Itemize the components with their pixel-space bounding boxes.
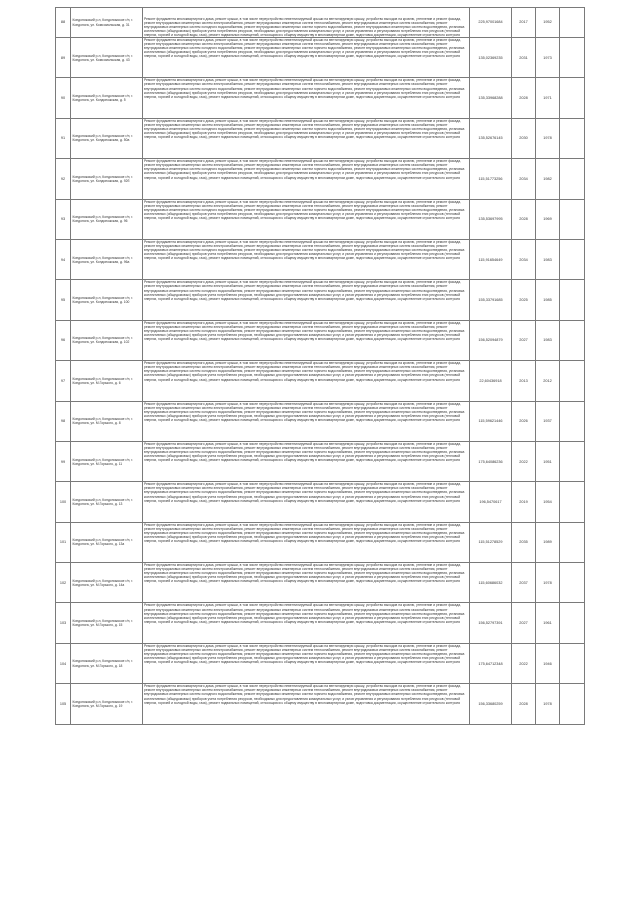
row-year-plan: 2028 — [512, 78, 536, 118]
row-works-text: Ремонт фундамента многоквартирного дома, ремонт крыши, в том числе переустройство невентилируемой крыши на вентилируемую крышу, устройство выходов на кровлю, утепление и ремонт фасада, ремонт внутридомовых инженерных систем электроснабжения, ремонт внутридомовых инженерных систем теплоснабжения, ремонт внутридомовых инженерных систем газоснабжения, ремонт внутридомовых инженерных систем холодного водоснабжения, ремонт внутридомовых инженерных систем горячего водоснабжения, ремонт внутридомовых инженерных систем водоотведения, установка коллективных (общедомовых) приборов учета потребления ресурсов, необходимых для предоставления коммунальных услуг, и узлов управления и регулирования потребления этих ресурсов (тепловой энергии, горячей и холодной воды, газа), ремонт подвальных помещений, относящихся к общему имуществу в многоквартирном доме, подготовка документации, осуществление строительного контроля — [144, 78, 465, 99]
row-works-text: Ремонт фундамента многоквартирного дома, ремонт крыши, в том числе переустройство невентилируемой крыши на вентилируемую крышу, устройство выходов на кровлю, утепление и ремонт фасада, ремонт внутридомовых инженерных систем электроснабжения, ремонт внутридомовых инженерных систем теплоснабжения, ремонт внутридомовых инженерных систем газоснабжения, ремонт внутридомовых инженерных систем холодного водоснабжения, ремонт внутридомовых инженерных систем горячего водоснабжения, ремонт внутридомовых инженерных систем водоотведения, установка коллективных (общедомовых) приборов учета потребления ресурсов, необходимых для предоставления коммунальных услуг, и узлов управления и регулирования потребления этих ресурсов (тепловой энергии, горячей и холодной воды, газа), ремонт подвальных помещений, относящихся к общему имуществу в многоквартирном доме, подготовка документации, осуществление строительного контроля — [144, 684, 465, 705]
row-number: 97 — [56, 361, 71, 401]
row-address: Кондопожский р-н, Кондопожское г/п, г. Кондопога, ул. Кондопожская, д. 50а — [71, 118, 143, 158]
row-empty — [560, 684, 585, 724]
row-cost: 115,51278529 — [470, 522, 512, 562]
row-works-text: Ремонт фундамента многоквартирного дома, ремонт крыши, в том числе переустройство невентилируемой крыши на вентилируемую крышу, устройство выходов на кровлю, утепление и ремонт фасада, ремонт внутридомовых инженерных систем электроснабжения, ремонт внутридомовых инженерных систем теплоснабжения, ремонт внутридомовых инженерных систем газоснабжения, ремонт внутридомовых инженерных систем холодного водоснабжения, ремонт внутридомовых инженерных систем горячего водоснабжения, ремонт внутридомовых инженерных систем водоотведения, установка коллективных (общедомовых) приборов учета потребления ресурсов, необходимых для предоставления коммунальных услуг, и узлов управления и регулирования потребления этих ресурсов (тепловой энергии, горячей и холодной воды, газа), ремонт подвальных помещений, относящихся к общему имуществу в многоквартирном доме, подготовка документации, осуществление строительного контроля — [144, 159, 465, 180]
row-number: 102 — [56, 563, 71, 603]
row-works-text: Ремонт фундамента многоквартирного дома, ремонт крыши, в том числе переустройство невентилируемой крыши на вентилируемую крышу, устройство выходов на кровлю, утепление и ремонт фасада, ремонт внутридомовых инженерных систем электроснабжения, ремонт внутридомовых инженерных систем теплоснабжения, ремонт внутридомовых инженерных систем газоснабжения, ремонт внутридомовых инженерных систем холодного водоснабжения, ремонт внутридомовых инженерных систем горячего водоснабжения, ремонт внутридомовых инженерных систем водоотведения, установка коллективных (общедомовых) приборов учета потребления ресурсов, необходимых для предоставления коммунальных услуг, и узлов управления и регулирования потребления этих ресурсов (тепловой энергии, горячей и холодной воды, газа), ремонт подвальных помещений, относящихся к общему имуществу в многоквартирном доме, подготовка документации, осуществление строительного контроля — [144, 280, 465, 301]
row-year-plan: 2034 — [512, 239, 536, 279]
row-address: Кондопожский р-н, Кондопожское г/п, г. Кондопога, ул. Кондопожская, д. 96 — [71, 199, 143, 239]
row-cost: 175,64712348 — [470, 643, 512, 683]
row-address: Кондопожский р-н, Кондопожское г/п, г. Кондопога, ул. М.Горького, д. 11 — [71, 441, 143, 481]
table-row — [56, 38, 585, 78]
table-row — [56, 482, 585, 522]
row-number: 103 — [56, 603, 71, 643]
row-year-built: 1954 — [536, 482, 560, 522]
row-year-built: 2012 — [536, 361, 560, 401]
row-empty — [560, 199, 585, 239]
table-row — [56, 401, 585, 441]
row-year-plan: 2026 — [512, 401, 536, 441]
table-row — [56, 159, 585, 199]
table-row — [56, 320, 585, 360]
row-year-plan: 2035 — [512, 522, 536, 562]
row-year-built: 1937 — [536, 401, 560, 441]
row-year-plan: 2031 — [512, 38, 536, 78]
row-works-text: Ремонт фундамента многоквартирного дома, ремонт крыши, в том числе переустройство невентилируемой крыши на вентилируемую крышу, устройство выходов на кровлю, утепление и ремонт фасада, ремонт внутридомовых инженерных систем электроснабжения, ремонт внутридомовых инженерных систем теплоснабжения, ремонт внутридомовых инженерных систем газоснабжения, ремонт внутридомовых инженерных систем холодного водоснабжения, ремонт внутридомовых инженерных систем горячего водоснабжения, ремонт внутридомовых инженерных систем водоотведения, установка коллективных (общедомовых) приборов учета потребления ресурсов, необходимых для предоставления коммунальных услуг, и узлов управления и регулирования потребления этих ресурсов (тепловой энергии, горячей и холодной воды, газа), ремонт подвальных помещений, относящихся к общему имуществу в многоквартирном доме, подготовка документации, осуществление строительного контроля — [144, 199, 465, 220]
table-row — [56, 78, 585, 118]
row-empty — [560, 361, 585, 401]
row-address: Кондопожский р-н, Кондопожское г/п, г. Кондопога, ул. Комсомольская, д. 43 — [71, 38, 143, 78]
row-works-text: Ремонт фундамента многоквартирного дома, ремонт крыши, в том числе переустройство невентилируемой крыши на вентилируемую крышу, устройство выходов на кровлю, утепление и ремонт фасада, ремонт внутридомовых инженерных систем электроснабжения, ремонт внутридомовых инженерных систем теплоснабжения, ремонт внутридомовых инженерных систем газоснабжения, ремонт внутридомовых инженерных систем холодного водоснабжения, ремонт внутридомовых инженерных систем горячего водоснабжения, ремонт внутридомовых инженерных систем водоотведения, установка коллективных (общедомовых) приборов учета потребления ресурсов, необходимых для предоставления коммунальных услуг, и узлов управления и регулирования потребления этих ресурсов (тепловой энергии, горячей и холодной воды, газа), ремонт подвальных помещений, относящихся к общему имуществу в многоквартирном доме, подготовка документации, осуществление строительного контроля — [144, 361, 465, 382]
row-year-plan: 2022 — [512, 441, 536, 481]
row-number: 88 — [56, 8, 71, 38]
row-number: 91 — [56, 118, 71, 158]
row-empty — [560, 78, 585, 118]
row-works — [143, 118, 470, 158]
row-works — [143, 684, 470, 724]
row-works-text: Ремонт фундамента многоквартирного дома, ремонт крыши, в том числе переустройство невентилируемой крыши на вентилируемую крышу, устройство выходов на кровлю, утепление и ремонт фасада, ремонт внутридомовых инженерных систем электроснабжения, ремонт внутридомовых инженерных систем теплоснабжения, ремонт внутридомовых инженерных систем газоснабжения, ремонт внутридомовых инженерных систем холодного водоснабжения, ремонт внутридомовых инженерных систем горячего водоснабжения, ремонт внутридомовых инженерных систем водоотведения, установка коллективных (общедомовых) приборов учета потребления ресурсов, необходимых для предоставления коммунальных услуг, и узлов управления и регулирования потребления этих ресурсов (тепловой энергии, горячей и холодной воды, газа), ремонт подвальных помещений, относящихся к общему имуществу в многоквартирном доме, подготовка документации, осуществление строительного контроля — [144, 603, 465, 624]
row-address: Кондопожский р-н, Кондопожское г/п, г. Кондопога, ул. М.Горького, д. 18 — [71, 643, 143, 683]
row-year-built: 1989 — [536, 522, 560, 562]
row-year-plan: 2027 — [512, 603, 536, 643]
row-number: 100 — [56, 482, 71, 522]
row-year-built: 1978 — [536, 118, 560, 158]
row-works-text: Ремонт фундамента многоквартирного дома, ремонт крыши, в том числе переустройство невентилируемой крыши на вентилируемую крышу, устройство выходов на кровлю, утепление и ремонт фасада, ремонт внутридомовых инженерных систем электроснабжения, ремонт внутридомовых инженерных систем теплоснабжения, ремонт внутридомовых инженерных систем газоснабжения, ремонт внутридомовых инженерных систем холодного водоснабжения, ремонт внутридомовых инженерных систем горячего водоснабжения, ремонт внутридомовых инженерных систем водоотведения, установка коллективных (общедомовых) приборов учета потребления ресурсов, необходимых для предоставления коммунальных услуг, и узлов управления и регулирования потребления этих ресурсов (тепловой энергии, горячей и холодной воды, газа), ремонт подвальных помещений, относящихся к общему имуществу в многоквартирном доме, подготовка документации, осуществление строительного контроля — [144, 239, 465, 261]
row-empty — [560, 159, 585, 199]
row-number: 94 — [56, 239, 71, 279]
row-number: 96 — [56, 320, 71, 360]
row-number: 92 — [56, 159, 71, 199]
row-address: Кондопожский р-н, Кондопожское г/п, г. Кондопога, ул. Кондопожская, д. 5 — [71, 78, 143, 118]
row-cost: 156,52797391 — [470, 603, 512, 643]
row-year-built: 1951 — [536, 441, 560, 481]
row-empty — [560, 38, 585, 78]
table-row — [56, 239, 585, 279]
row-year-built: 1985 — [536, 280, 560, 320]
row-address: Кондопожский р-н, Кондопожское г/п, г. Кондопога, ул. Комсомольская, д. 31 — [71, 8, 143, 38]
row-works — [143, 159, 470, 199]
row-year-plan: 2025 — [512, 280, 536, 320]
row-works-text: Ремонт фундамента многоквартирного дома, ремонт крыши, в том числе переустройство невентилируемой крыши на вентилируемую крышу, устройство выходов на кровлю, утепление и ремонт фасада, ремонт внутридомовых инженерных систем электроснабжения, ремонт внутридомовых инженерных систем теплоснабжения, ремонт внутридомовых инженерных систем газоснабжения, ремонт внутридомовых инженерных систем холодного водоснабжения, ремонт внутридомовых инженерных систем горячего водоснабжения, ремонт внутридомовых инженерных систем водоотведения, установка коллективных (общедомовых) приборов учета потребления ресурсов, необходимых для предоставления коммунальных услуг, и узлов управления и регулирования потребления этих ресурсов (тепловой энергии, горячей и холодной воды, газа), ремонт подвальных помещений, относящихся к общему имуществу в многоквартирном доме, подготовка документации, осуществление строительного контроля — [144, 38, 465, 59]
row-year-plan: 2028 — [512, 684, 536, 724]
row-works-text: Ремонт фундамента многоквартирного дома, ремонт крыши, в том числе переустройство невентилируемой крыши на вентилируемую крышу, устройство выходов на кровлю, утепление и ремонт фасада, ремонт внутридомовых инженерных систем электроснабжения, ремонт внутридомовых инженерных систем теплоснабжения, ремонт внутридомовых инженерных систем газоснабжения, ремонт внутридомовых инженерных систем холодного водоснабжения, ремонт внутридомовых инженерных систем горячего водоснабжения, ремонт внутридомовых инженерных систем водоотведения, установка коллективных (общедомовых) приборов учета потребления ресурсов, необходимых для предоставления коммунальных услуг, и узлов управления и регулирования потребления этих ресурсов (тепловой энергии, горячей и холодной воды, газа), ремонт подвальных помещений, относящихся к общему имуществу в многоквартирном доме, подготовка документации, осуществление строительного контроля — [144, 522, 465, 544]
row-works-text: Ремонт фундамента многоквартирного дома, ремонт крыши, в том числе переустройство невентилируемой крыши на вентилируемую крышу, устройство выходов на кровлю, утепление и ремонт фасада, ремонт внутридомовых инженерных систем электроснабжения, ремонт внутридомовых инженерных систем теплоснабжения, ремонт внутридомовых инженерных систем газоснабжения, ремонт внутридомовых инженерных систем холодного водоснабжения, ремонт внутридомовых инженерных систем горячего водоснабжения, ремонт внутридомовых инженерных систем водоотведения, установка коллективных (общедомовых) приборов учета потребления ресурсов, необходимых для предоставления коммунальных услуг, и узлов управления и регулирования потребления этих ресурсов (тепловой энергии, горячей и холодной воды, газа), ремонт подвальных помещений, относящихся к общему имуществу в многоквартирном доме, подготовка документации, осуществление строительного контроля — [144, 643, 465, 665]
table-row — [56, 361, 585, 401]
row-cost: 22,60436918 — [470, 361, 512, 401]
row-year-plan: 2022 — [512, 643, 536, 683]
row-works-text: Ремонт фундамента многоквартирного дома, ремонт крыши, в том числе переустройство невентилируемой крыши на вентилируемую крышу, устройство выходов на кровлю, утепление и ремонт фасада, ремонт внутридомовых инженерных систем электроснабжения, ремонт внутридомовых инженерных систем теплоснабжения, ремонт внутридомовых инженерных систем газоснабжения, ремонт внутридомовых инженерных систем холодного водоснабжения, ремонт внутридомовых инженерных систем горячего водоснабжения, ремонт внутридомовых инженерных систем водоотведения, установка коллективных (общедомовых) приборов учета потребления ресурсов, необходимых для предоставления коммунальных услуг, и узлов управления и регулирования потребления этих ресурсов (тепловой энергии, горячей и холодной воды, газа), ремонт подвальных помещений, относящихся к общему имуществу в многоквартирном доме, подготовка документации, осуществление строительного контроля — [144, 563, 465, 584]
row-works — [143, 320, 470, 360]
row-year-built: 1969 — [536, 199, 560, 239]
row-works-text: Ремонт фундамента многоквартирного дома, ремонт крыши, в том числе переустройство невентилируемой крыши на вентилируемую крышу, устройство выходов на кровлю, утепление и ремонт фасада, ремонт внутридомовых инженерных систем электроснабжения, ремонт внутридомовых инженерных систем теплоснабжения, ремонт внутридомовых инженерных систем газоснабжения, ремонт внутридомовых инженерных систем холодного водоснабжения, ремонт внутридомовых инженерных систем горячего водоснабжения, ремонт внутридомовых инженерных систем водоотведения, установка коллективных (общедомовых) приборов учета потребления ресурсов, необходимых для предоставления коммунальных услуг, и узлов управления и регулирования потребления этих ресурсов (тепловой энергии, горячей и холодной воды, газа), ремонт подвальных помещений, относящихся к общему имуществу в многоквартирном доме, подготовка документации, осуществление строительного контроля — [144, 320, 465, 342]
row-year-built: 1978 — [536, 684, 560, 724]
row-cost: 135,53697995 — [470, 199, 512, 239]
row-address: Кондопожский р-н, Кондопожское г/п, г. Кондопога, ул. Кондопожская, д. 96а — [71, 239, 143, 279]
table-row — [56, 563, 585, 603]
row-works-text: Ремонт фундамента многоквартирного дома, ремонт крыши, в том числе переустройство невентилируемой крыши на вентилируемую крышу, устройство выходов на кровлю, утепление и ремонт фасада, ремонт внутридомовых инженерных систем электроснабжения, ремонт внутридомовых инженерных систем теплоснабжения, ремонт внутридомовых инженерных систем газоснабжения, ремонт внутридомовых инженерных систем холодного водоснабжения, ремонт внутридомовых инженерных систем горячего водоснабжения, ремонт внутридомовых инженерных систем водоотведения, установка коллективных (общедомовых) приборов учета потребления ресурсов, необходимых для предоставления коммунальных услуг, и узлов управления и регулирования потребления этих ресурсов (тепловой энергии, горячей и холодной воды, газа), ремонт подвальных помещений, относящихся к общему имуществу в многоквартирном доме, подготовка документации, осуществление строительного контроля — [144, 118, 465, 140]
row-number: 101 — [56, 522, 71, 562]
row-year-built: 1961 — [536, 603, 560, 643]
row-works — [143, 280, 470, 320]
row-address: Кондопожский р-н, Кондопожское г/п, г. Кондопога, ул. Кондопожская, д. 92б — [71, 159, 143, 199]
row-works-text: Ремонт фундамента многоквартирного дома, ремонт крыши, в том числе переустройство невентилируемой крыши на вентилируемую крышу, устройство выходов на кровлю, утепление и ремонт фасада, ремонт внутридомовых инженерных систем электроснабжения, ремонт внутридомовых инженерных систем теплоснабжения, ремонт внутридомовых инженерных систем газоснабжения, ремонт внутридомовых инженерных систем холодного водоснабжения, ремонт внутридомовых инженерных систем горячего водоснабжения, ремонт внутридомовых инженерных систем водоотведения, установка коллективных (общедомовых) приборов учета потребления ресурсов, необходимых для предоставления коммунальных услуг, и узлов управления и регулирования потребления этих ресурсов (тепловой энергии, горячей и холодной воды, газа), ремонт подвальных помещений, относящихся к общему имуществу в многоквартирном доме, подготовка документации, осуществление строительного контроля — [144, 16, 465, 37]
table-row — [56, 8, 585, 38]
row-works-text: Ремонт фундамента многоквартирного дома, ремонт крыши, в том числе переустройство невентилируемой крыши на вентилируемую крышу, устройство выходов на кровлю, утепление и ремонт фасада, ремонт внутридомовых инженерных систем электроснабжения, ремонт внутридомовых инженерных систем теплоснабжения, ремонт внутридомовых инженерных систем газоснабжения, ремонт внутридомовых инженерных систем холодного водоснабжения, ремонт внутридомовых инженерных систем горячего водоснабжения, ремонт внутридомовых инженерных систем водоотведения, установка коллективных (общедомовых) приборов учета потребления ресурсов, необходимых для предоставления коммунальных услуг, и узлов управления и регулирования потребления этих ресурсов (тепловой энергии, горячей и холодной воды, газа), ремонт подвальных помещений, относящихся к общему имуществу в многоквартирном доме, подготовка документации, осуществление строительного контроля — [144, 482, 465, 503]
row-cost: 225,97001684 — [470, 8, 512, 38]
row-address: Кондопожский р-н, Кондопожское г/п, г. Кондопога, ул. М.Горького, д. 19 — [71, 684, 143, 724]
row-empty — [560, 522, 585, 562]
row-year-plan: 2037 — [512, 563, 536, 603]
row-year-built: 1983 — [536, 320, 560, 360]
row-works — [143, 38, 470, 78]
row-number: 89 — [56, 38, 71, 78]
row-year-built: 1946 — [536, 643, 560, 683]
row-year-plan: 2034 — [512, 159, 536, 199]
row-empty — [560, 603, 585, 643]
row-cost: 156,33680259 — [470, 684, 512, 724]
row-year-plan: 2030 — [512, 118, 536, 158]
table-row — [56, 199, 585, 239]
row-works — [143, 441, 470, 481]
row-address: Кондопожский р-н, Кондопожское г/п, г. Кондопога, ул. Кондопожская, д. 100 — [71, 280, 143, 320]
row-number: 104 — [56, 643, 71, 683]
row-cost: 155,33791685 — [470, 280, 512, 320]
row-cost: 135,02369235 — [470, 38, 512, 78]
row-cost: 135,33968288 — [470, 78, 512, 118]
row-cost: 115,59621446 — [470, 401, 512, 441]
row-year-built: 1982 — [536, 159, 560, 199]
row-number: 98 — [56, 401, 71, 441]
row-number: 90 — [56, 78, 71, 118]
table-row — [56, 643, 585, 683]
row-works — [143, 78, 470, 118]
row-cost: 115,60686032 — [470, 563, 512, 603]
row-address: Кондопожский р-н, Кондопожское г/п, г. Кондопога, ул. М.Горького, д. 13а — [71, 522, 143, 562]
row-cost: 196,5470617 — [470, 482, 512, 522]
row-number: 99 — [56, 441, 71, 481]
row-empty — [560, 320, 585, 360]
row-year-built: 1973 — [536, 38, 560, 78]
row-empty — [560, 563, 585, 603]
row-works — [143, 361, 470, 401]
row-year-built: 1983 — [536, 239, 560, 279]
table-row — [56, 441, 585, 481]
row-year-plan: 2019 — [512, 482, 536, 522]
row-empty — [560, 401, 585, 441]
row-cost: 115,91654649 — [470, 239, 512, 279]
row-number: 93 — [56, 199, 71, 239]
row-year-built: 1971 — [536, 78, 560, 118]
row-year-plan: 2013 — [512, 361, 536, 401]
row-works — [143, 563, 470, 603]
row-address: Кондопожский р-н, Кондопожское г/п, г. Кондопога, ул. М.Горького, д. 8 — [71, 401, 143, 441]
row-year-plan: 2028 — [512, 199, 536, 239]
row-empty — [560, 441, 585, 481]
row-works — [143, 522, 470, 562]
row-cost: 115,51773256 — [470, 159, 512, 199]
table-row — [56, 118, 585, 158]
document-page — [55, 7, 584, 725]
row-works — [143, 643, 470, 683]
table-row — [56, 522, 585, 562]
row-address: Кондопожский р-н, Кондопожское г/п, г. Кондопога, ул. М.Горького, д. 13 — [71, 482, 143, 522]
row-works — [143, 603, 470, 643]
row-empty — [560, 8, 585, 38]
row-works — [143, 8, 470, 38]
row-empty — [560, 482, 585, 522]
row-address: Кондопожский р-н, Кондопожское г/п, г. Кондопога, ул. М.Горького, д. 15 — [71, 603, 143, 643]
row-address: Кондопожский р-н, Кондопожское г/п, г. Кондопога, ул. Кондопожская, д. 102 — [71, 320, 143, 360]
row-address: Кондопожский р-н, Кондопожское г/п, г. Кондопога, ул. М.Горького, д. 14а — [71, 563, 143, 603]
row-number: 105 — [56, 684, 71, 724]
row-empty — [560, 643, 585, 683]
row-works — [143, 239, 470, 279]
row-number: 95 — [56, 280, 71, 320]
table-row — [56, 603, 585, 643]
capital-repair-table — [55, 7, 585, 725]
row-empty — [560, 239, 585, 279]
table-row — [56, 684, 585, 724]
row-year-built: 1952 — [536, 8, 560, 38]
row-works — [143, 401, 470, 441]
row-year-built: 1978 — [536, 563, 560, 603]
row-empty — [560, 280, 585, 320]
row-works — [143, 482, 470, 522]
row-works-text: Ремонт фундамента многоквартирного дома, ремонт крыши, в том числе переустройство невентилируемой крыши на вентилируемую крышу, устройство выходов на кровлю, утепление и ремонт фасада, ремонт внутридомовых инженерных систем электроснабжения, ремонт внутридомовых инженерных систем теплоснабжения, ремонт внутридомовых инженерных систем газоснабжения, ремонт внутридомовых инженерных систем холодного водоснабжения, ремонт внутридомовых инженерных систем горячего водоснабжения, ремонт внутридомовых инженерных систем водоотведения, установка коллективных (общедомовых) приборов учета потребления ресурсов, необходимых для предоставления коммунальных услуг, и узлов управления и регулирования потребления этих ресурсов (тепловой энергии, горячей и холодной воды, газа), ремонт подвальных помещений, относящихся к общему имуществу в многоквартирном доме, подготовка документации, осуществление строительного контроля — [144, 441, 465, 463]
table-row — [56, 280, 585, 320]
row-year-plan: 2027 — [512, 320, 536, 360]
row-cost: 175,64086236 — [470, 441, 512, 481]
row-empty — [560, 118, 585, 158]
row-works-text: Ремонт фундамента многоквартирного дома, ремонт крыши, в том числе переустройство невентилируемой крыши на вентилируемую крышу, устройство выходов на кровлю, утепление и ремонт фасада, ремонт внутридомовых инженерных систем электроснабжения, ремонт внутридомовых инженерных систем теплоснабжения, ремонт внутридомовых инженерных систем газоснабжения, ремонт внутридомовых инженерных систем холодного водоснабжения, ремонт внутридомовых инженерных систем горячего водоснабжения, ремонт внутридомовых инженерных систем водоотведения, установка коллективных (общедомовых) приборов учета потребления ресурсов, необходимых для предоставления коммунальных услуг, и узлов управления и регулирования потребления этих ресурсов (тепловой энергии, горячей и холодной воды, газа), ремонт подвальных помещений, относящихся к общему имуществу в многоквартирном доме, подготовка документации, осуществление строительного контроля — [144, 401, 465, 422]
row-works — [143, 199, 470, 239]
row-address: Кондопожский р-н, Кондопожское г/п, г. Кондопога, ул. М.Горького, д. 6 — [71, 361, 143, 401]
row-cost: 135,52676145 — [470, 118, 512, 158]
row-cost: 156,52094879 — [470, 320, 512, 360]
row-year-plan: 2017 — [512, 8, 536, 38]
